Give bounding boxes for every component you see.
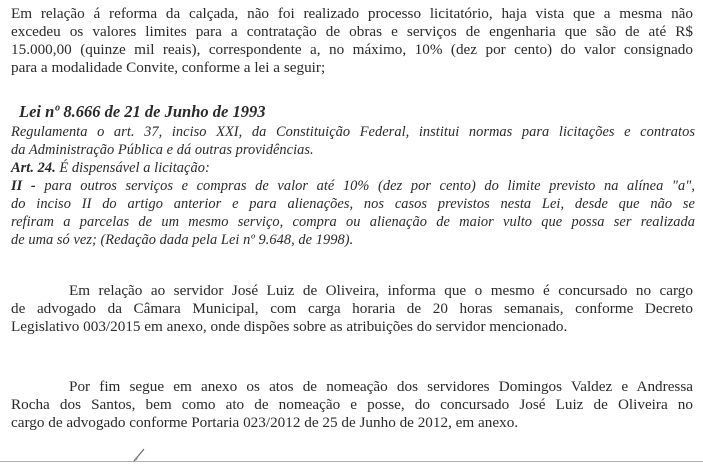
- text-line: Rocha dos Santos, bem como ato de nomeação e posse, do concursado José Luiz de Oliveira no: [11, 396, 693, 413]
- paragraph-reforma-calcada: [11, 5, 693, 77]
- law-title: Lei nº 8.666 de 21 de Junho de 1993: [19, 102, 266, 121]
- law-summary-line: da Administração Pública e dá outras providências.: [11, 142, 314, 158]
- law-excerpt: [11, 123, 695, 249]
- article-label: Art. 24.: [11, 160, 56, 176]
- item-text: para outros serviços e compras de valor até 10% (dez por cento) do limite previsto na alínea "a",: [35, 178, 695, 194]
- text-line: Em relação ao servidor José Luiz de Oliveira, informa que o mesmo é concursado no cargo: [69, 282, 693, 299]
- item-line: de uma só vez; (Redação dada pela Lei nº 9.648, de 1998).: [11, 232, 354, 248]
- article-text: É dispensável a licitação:: [55, 160, 210, 176]
- text-line: Por fim segue em anexo os atos de nomeação dos servidores Domingos Valdez e Andressa: [69, 378, 693, 395]
- item-line: [11, 177, 695, 195]
- paragraph-atos-nomeacao: [11, 378, 693, 432]
- text-line: excedeu os valores limites para a contratação de obras e serviços de engenharia que são de até R$: [11, 23, 693, 40]
- article-line: [11, 159, 695, 177]
- text-line: Em relação á reforma da calçada, não foi realizado processo licitatório, haja vista que a mesma não: [11, 5, 693, 22]
- signature-stroke-icon: [133, 448, 145, 462]
- law-summary-line: Regulamenta o art. 37, inciso XXI, da Constituição Federal, institui normas para licitações e contratos: [11, 124, 695, 140]
- item-line: refiram a parcelas de um mesmo serviço, compra ou alienação de maior vulto que possa ser realizada: [11, 214, 695, 230]
- page-bottom-divider: [0, 461, 703, 462]
- paragraph-servidor-jose-luiz: [11, 282, 693, 336]
- text-line: cargo de advogado conforme Portaria 023/2012 de 25 de Junho de 2012, em anexo.: [11, 414, 519, 431]
- text-line: 15.000,00 (quinze mil reais), correspondente a, no máximo, 10% (dez por cento) do valor consignado: [11, 41, 693, 58]
- text-line: Legislativo 003/2015 em anexo, onde dispões sobre as atribuições do servidor mencionado.: [11, 318, 568, 335]
- text-line: de advogado da Câmara Municipal, com carga horaria de 20 horas semanais, conforme Decreto: [11, 300, 693, 317]
- item-line: do inciso II do artigo anterior e para alienações, nos casos previstos nesta Lei, desde que não se: [11, 196, 695, 212]
- text-line: para a modalidade Convite, conforme a lei a seguir;: [11, 59, 326, 76]
- item-label: II -: [11, 178, 36, 194]
